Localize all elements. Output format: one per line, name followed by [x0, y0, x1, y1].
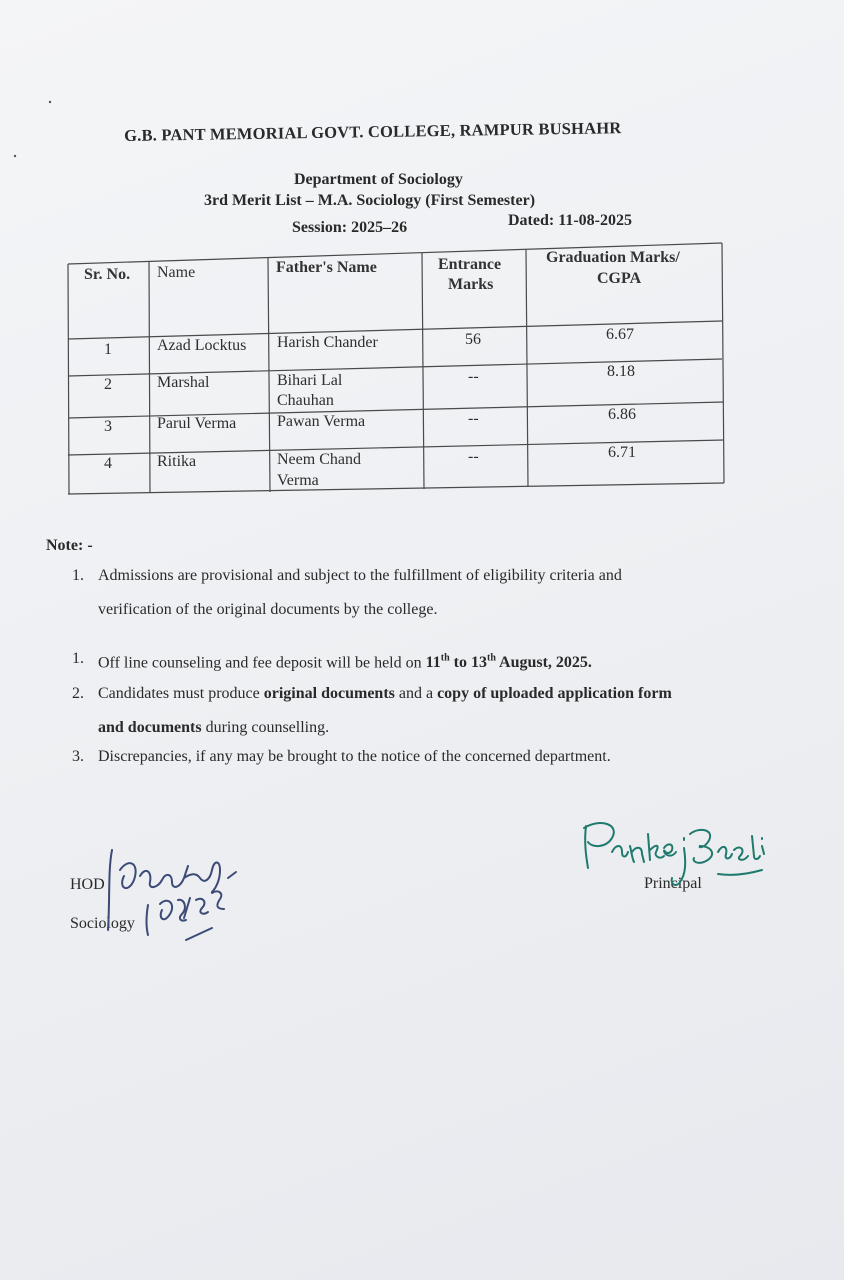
- header-father-name: Father's Name: [276, 259, 377, 276]
- note2-sup1: th: [440, 653, 450, 664]
- note4-number: 3.: [72, 748, 84, 765]
- note3-bold2: copy of uploaded application form: [437, 685, 672, 702]
- note2-text: [98, 650, 592, 671]
- row4-entrance: --: [468, 448, 479, 465]
- header-sr-no: Sr. No.: [84, 266, 131, 283]
- session-label: Session: 2025–26: [292, 219, 408, 236]
- note1-line1: Admissions are provisional and subject to the fulfillment of eligibility criteria and: [98, 567, 622, 584]
- header-marks: Marks: [448, 276, 494, 293]
- row4-father-cont: Verma: [277, 472, 319, 489]
- department-name: Department of Sociology: [294, 171, 463, 188]
- row3-father: Pawan Verma: [277, 413, 366, 430]
- merit-table-grid: [0, 0, 844, 520]
- note3-bold3: and documents: [98, 719, 202, 736]
- row3-entrance: --: [468, 410, 479, 427]
- hod-label: HOD: [70, 876, 105, 893]
- row1-entrance: 56: [465, 331, 481, 348]
- principal-label: Principal: [644, 875, 702, 892]
- row2-cgpa: 8.18: [607, 363, 635, 380]
- row1-father: Harish Chander: [277, 334, 378, 351]
- note3-pre: Candidates must produce: [98, 685, 264, 702]
- row3-name: Parul Verma: [157, 415, 237, 432]
- note2-sup2: th: [486, 653, 496, 664]
- row4-name: Ritika: [157, 453, 197, 470]
- row1-sr: 1: [104, 341, 112, 358]
- note2-mid: to: [449, 654, 471, 672]
- note1-line2: verification of the original documents by the college.: [98, 601, 438, 618]
- note1-number: 1.: [72, 567, 84, 584]
- row4-father: Neem Chand: [277, 451, 361, 468]
- row3-sr: 3: [104, 418, 112, 435]
- note3-bold1: original documents: [263, 685, 395, 702]
- note4-line1: Discrepancies, if any may be brought to the notice of the concerned department.: [98, 748, 611, 765]
- note3-post: during counselling.: [201, 719, 330, 736]
- row3-cgpa: 6.86: [608, 406, 636, 423]
- note-label: Note: -: [46, 537, 93, 554]
- note2-date2: 13: [470, 654, 487, 672]
- row2-sr: 2: [104, 376, 112, 393]
- sociology-label: Sociology: [70, 915, 135, 932]
- row2-father: Bihari Lal: [277, 372, 343, 389]
- date-label: Dated: 11-08-2025: [508, 212, 632, 229]
- header-graduation: Graduation Marks/: [546, 249, 680, 266]
- note3-number: 2.: [72, 685, 84, 702]
- row2-father-cont: Chauhan: [277, 392, 334, 409]
- note3-line2: [98, 719, 329, 736]
- note2-date1: 11: [425, 654, 441, 672]
- note2-number: 1.: [72, 650, 84, 667]
- row4-sr: 4: [104, 455, 112, 472]
- row1-cgpa: 6.67: [606, 326, 634, 343]
- merit-list-title: 3rd Merit List – M.A. Sociology (First Semester): [204, 192, 536, 209]
- note3-line1: [98, 685, 672, 702]
- note2-post: August, 2025.: [495, 654, 592, 672]
- row1-name: Azad Locktus: [157, 337, 247, 354]
- college-title: G.B. PANT MEMORIAL GOVT. COLLEGE, RAMPUR BUSHAHR: [124, 118, 622, 145]
- row2-entrance: --: [468, 368, 479, 385]
- row2-name: Marshal: [157, 374, 210, 391]
- note3-mid: and a: [394, 685, 438, 702]
- header-name: Name: [157, 264, 196, 281]
- header-entrance: Entrance: [438, 256, 502, 273]
- row4-cgpa: 6.71: [608, 444, 636, 461]
- header-cgpa: CGPA: [597, 270, 642, 287]
- note2-pre: Off line counseling and fee deposit will be held on: [98, 654, 426, 672]
